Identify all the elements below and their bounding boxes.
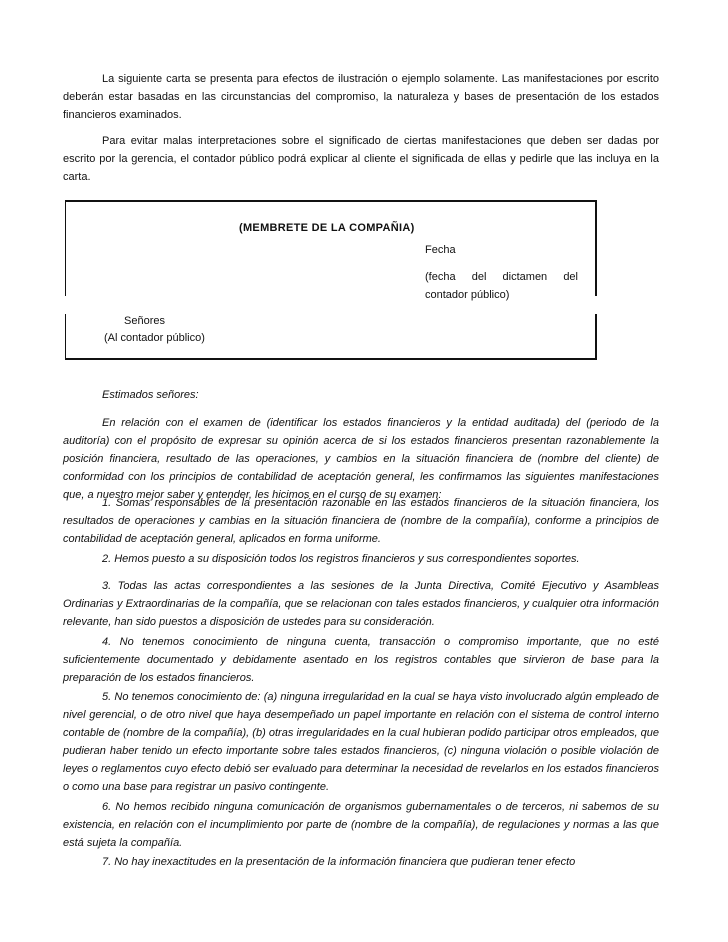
- list-item-7: 7. No hay inexactitudes en la presentación de la información financiera que pudieran tener efecto: [102, 856, 576, 868]
- list-item-2: 2. Hemos puesto a su disposición todos los registros financieros y sus correspondientes soportes.: [102, 553, 580, 565]
- list-item-5: 5. No tenemos conocimiento de: (a) ninguna irregularidad en la cual se haya visto involucrado algún empleado de nivel gerencial, o de otro nivel que haya desempeñado un papel importante en relación con el sistema de control interno contable de (nombre de la compañía), (b) otras irregularidades en la cual hubieran podido participar otros empleados, que pudieran haber tenido un efecto importante sobre tales estados financieros, (c) ninguna violación o posible violación de leyes o reglamentos cuyo efecto debió ser evaluado para determinar la necesidad de revelarlos en los estados financieros o como una base para registrar un pasivo contingente.: [63, 691, 659, 793]
- company-letterhead: (MEMBRETE DE LA COMPAÑIA): [239, 222, 415, 234]
- date-note-line-2: contador público): [425, 289, 510, 301]
- list-item-3: 3. Todas las actas correspondientes a las sesiones de la Junta Directiva, Comité Ejecutivo y Asambleas Ordinarias y Extraordinarias de la compañía, que se relacionan con tales estados financieros, y cualquier otra información relevante, han sido puestos a disposición de ustedes para su consideración.: [63, 580, 659, 628]
- date-label: Fecha: [425, 244, 456, 256]
- opening-paragraph: En relación con el examen de (identificar los estados financieros y la entidad auditada) del (periodo de la auditoría) con el propósito de expresar su opinión acerca de si los estados financieros presentan razonablemente la posición financiera, resultado de las operaciones, y cambios en la situación financiera de (nombre del cliente) de conformidad con los principios de contabilidad de aceptación general, les confirmamos las siguientes manifestaciones que, a nuestro mejor saber y entender, les hicimos en el curso de su examen:: [63, 417, 659, 501]
- list-item-4: 4. No tenemos conocimiento de ninguna cuenta, transacción o compromiso importante, que no esté suficientemente documentado y debidamente asentado en los registros contables que sirvieron de base para la preparación de los estados financieros.: [63, 636, 659, 684]
- box-border-gap-left: [64, 296, 66, 314]
- addressee: Señores: [124, 315, 165, 327]
- date-note-line-1: (fecha del dictamen del: [425, 271, 578, 283]
- addressee-note: (Al contador público): [104, 332, 205, 344]
- list-item-1: 1. Somas responsables de la presentación razonable en las estados financieros de la situación financiera, los resultados de operaciones y cambias en la situación financiera de (nombre de la compañía), conforme a principios de contabilidad de aceptación general, aplicados en forma uniforme.: [63, 497, 659, 545]
- salutation: Estimados señores:: [102, 389, 199, 401]
- box-border-gap-right: [595, 296, 598, 314]
- letterhead-box: [65, 200, 597, 360]
- intro-paragraph-2: Para evitar malas interpretaciones sobre el significado de ciertas manifestaciones que deben ser dadas por escrito por la gerencia, el contador público podrá explicar al cliente el significada de ellas y pedirle que las incluya en la carta.: [63, 135, 659, 183]
- date-note: [425, 268, 578, 304]
- intro-paragraph-1: La siguiente carta se presenta para efectos de ilustración o ejemplo solamente. Las manifestaciones por escrito deberán estar basadas en las circunstancias del compromiso, la naturaleza y bases de presentación de los estados financieros examinados.: [63, 73, 659, 121]
- list-item-6: 6. No hemos recibido ninguna comunicación de organismos gubernamentales o de terceros, ni sabemos de su existencia, en relación con el incumplimiento por parte de (nombre de la compañía), de regulaciones y normas a las que está sujeta la compañía.: [63, 801, 659, 849]
